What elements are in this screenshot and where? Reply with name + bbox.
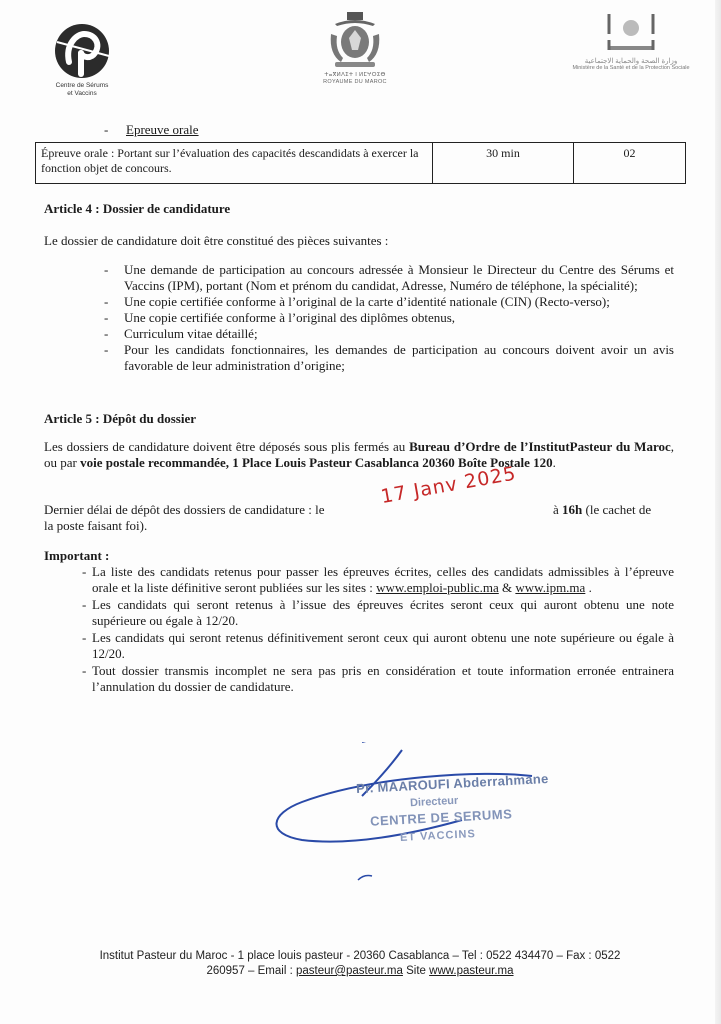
footer-site-label: Site [402,965,430,977]
important-list [82,564,674,696]
ipm-logo-icon [51,22,113,80]
article5-text-c: , ou par [44,439,675,470]
list-item: - Les candidats qui seront retenus à l’issue des épreuves écrites seront ceux qui auront obtenu une note supérieure ou égale à 12/20. [82,597,674,629]
important-title: Important : [44,548,110,563]
table-row [36,143,686,184]
footer-site-link[interactable]: www.pasteur.ma [429,965,514,977]
footer-email-link[interactable]: pasteur@pasteur.ma [295,965,403,977]
article5-bureau: Bureau d’Ordre de l’InstitutPasteur du Maroc [409,439,671,454]
emblem-caption-line2: ROYAUME DU MAROC [323,79,387,85]
important-item1-end: . [585,580,592,595]
article4-list [104,262,674,374]
article4-title: Article 4 : Dossier de candidature [44,201,231,216]
deadline-hour [553,502,651,518]
deadline-hour-value: 16h [562,502,583,517]
emblem-caption-line1: ⵜⴰⴳⵍⴷⵉⵜ ⵏ ⵍⵎⵖⵔⵉⴱ [324,72,386,78]
oral-description-cell: Épreuve orale : Portant sur l’évaluation des capacités descandidats à exercer la fonction objet de concours. [36,143,433,184]
list-item: - Une copie certifiée conforme à l’original des diplômes obtenus, [104,310,674,326]
list-item: - Une copie certifiée conforme à l’original de la carte d’identité nationale (CIN) (Recto-verso); [104,294,674,310]
list-item: - Les candidats qui seront retenus définitivement seront ceux qui auront obtenu une note supérieure ou égale à 12/20. [82,630,674,662]
article4-intro: Le dossier de candidature doit être constitué des pièces suivantes : [44,233,389,248]
ministry-caption-fr: Ministère de la Santé et de la Protection Sociale [572,65,690,71]
ipm-caption-line1: Centre de Sérums [55,82,109,89]
important-item1-text: La liste des candidats retenus pour passer les épreuves écrites, celles des candidats admissibles à l’épreuve orale et la liste définitive seront publiées sur les sites : [92,564,674,595]
ministry-caption-ar: وزارة الصحة والحماية الاجتماعية [584,58,678,65]
oral-exam-table [35,142,686,184]
stamp-organization-line2: ET VACCINS [399,828,477,844]
oral-duration-cell: 30 min [433,143,574,184]
list-item: - Une demande de participation au concours adressée à Monsieur le Directeur du Centre des Sérums et Vaccins (IPM), portant (Nom et prénom du candidat, Adresse, Numéro de téléphone, la spécialité); [104,262,674,294]
stamp-director-name: Pr. MAAROUFI Abderrahmane [355,770,549,797]
article5-title: Article 5 : Dépôt du dossier [44,411,197,426]
stamp-role: Directeur [409,794,459,810]
coat-of-arms-icon [327,10,383,72]
article5-postal-address: voie postale recommandée, 1 Place Louis Pasteur Casablanca 20360 Boîte Postale 120 [80,455,553,470]
footer-line2 [80,964,640,979]
list-item [82,564,674,596]
handwritten-deadline-date: 17 Janv 2025 [379,462,519,508]
deadline-label: Dernier délai de dépôt des dossiers de candidature : le [44,502,325,517]
emploi-public-link[interactable]: www.emploi-public.ma [376,580,499,595]
list-item: - Pour les candidats fonctionnaires, les demandes de participation au concours doivent avoir un avis favorable de leur administration d’origine; [104,342,674,374]
ministry-logo-icon [599,10,663,58]
kingdom-emblem [300,10,410,86]
ipm-link[interactable]: www.ipm.ma [515,580,586,595]
deadline-postmark-end: la poste faisant foi). [44,518,148,533]
footer-email-label: 260957 – Email : [206,965,296,977]
footer-line1: Institut Pasteur du Maroc - 1 place louis pasteur - 20360 Casablanca – Tel : 0522 434470 – Fax : 0522 [99,950,621,962]
page-edge [715,0,721,1024]
ipm-logo [42,22,122,98]
deadline-at: à [553,502,563,517]
stamp-organization-line1: CENTRE DE SERUMS [369,806,513,829]
list-item: - Tout dossier transmis incomplet ne sera pas pris en considération et toute information erronée entrainera l’annulation du dossier de candidature. [82,663,674,695]
important-item1-amp: & [498,580,516,595]
oral-coefficient-cell: 02 [574,143,686,184]
ipm-caption-line2: et Vaccins [67,90,97,97]
oral-exam-label: - Epreuve orale [104,122,199,137]
article5-text-a: Les dossiers de candidature doivent être déposés sous plis fermés au [44,439,410,454]
page-footer [80,949,640,979]
ministry-logo [566,10,696,72]
list-item: - Curriculum vitae détaillé; [104,326,674,342]
article5-paragraph [44,439,674,471]
article5-text-e: . [552,455,556,470]
deadline-postmark: (le cachet de [582,502,652,517]
